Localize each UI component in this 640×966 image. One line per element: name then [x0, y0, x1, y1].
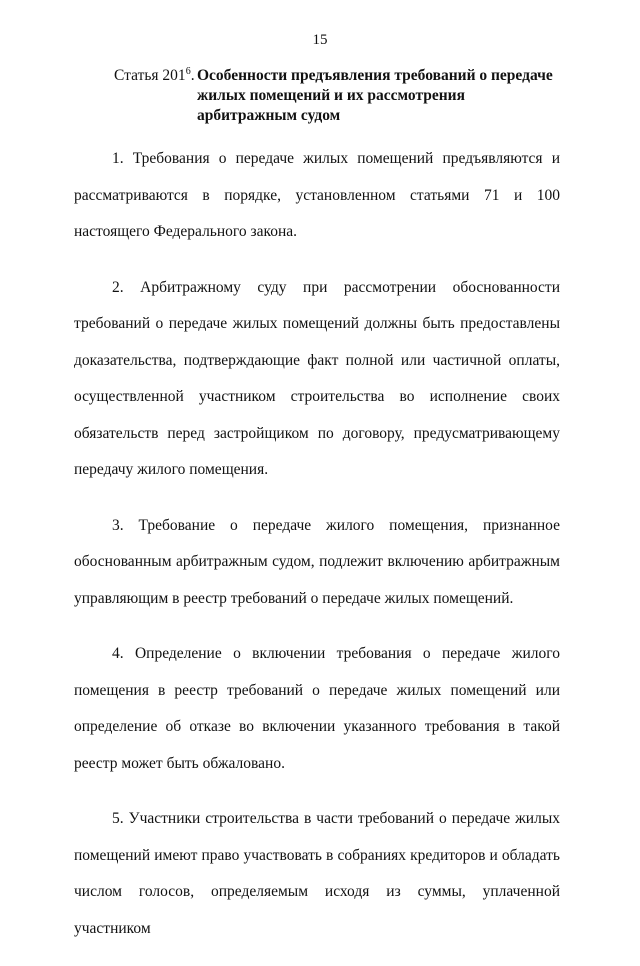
article-heading	[114, 66, 574, 126]
paragraph-4: 4. Определение о включении требования о передаче жилого помещения в реестр требований о передаче жилых помещений или определение об отказе во включении указанного требования в такой реестр может быть обжаловано.	[74, 645, 560, 772]
paragraph-1: 1. Требования о передаче жилых помещений предъявляются и рассматриваются в порядке, установленном статьями 71 и 100 настоящего Федерального закона.	[74, 150, 560, 240]
article-label: Статья $201^6$.	[114, 65, 195, 84]
article-label-text: Статья 201	[114, 67, 186, 84]
paragraph-2: 2. Арбитражному суду при рассмотрении обоснованности требований о передаче жилых помещений должны быть предоставлены доказательства, подтверждающие факт полной или частичной оплаты, осуществленной участником строительства во исполнение своих обязательств перед застройщиком по договору, предусматривающему передачу жилого помещения.	[74, 278, 560, 478]
paragraph-5: 5. Участники строительства в части требований о передаче жилых помещений имеют право участвовать в собраниях кредиторов и обладать числом голосов, определяемым исходя из суммы, уплаченной участником	[74, 810, 560, 937]
paragraph-3: 3. Требование о передаче жилого помещения, признанное обоснованным арбитражным судом, подлежит включению арбитражным управляющим в реестр требований о передаче жилых помещений.	[74, 516, 560, 607]
page-number: 15	[312, 32, 328, 48]
article-body	[74, 141, 560, 966]
article-title: Особенности предъявления требований о передаче жилых помещений и их рассмотрения арбитражным судом	[197, 67, 553, 124]
article-label-superscript: 6	[185, 65, 191, 77]
